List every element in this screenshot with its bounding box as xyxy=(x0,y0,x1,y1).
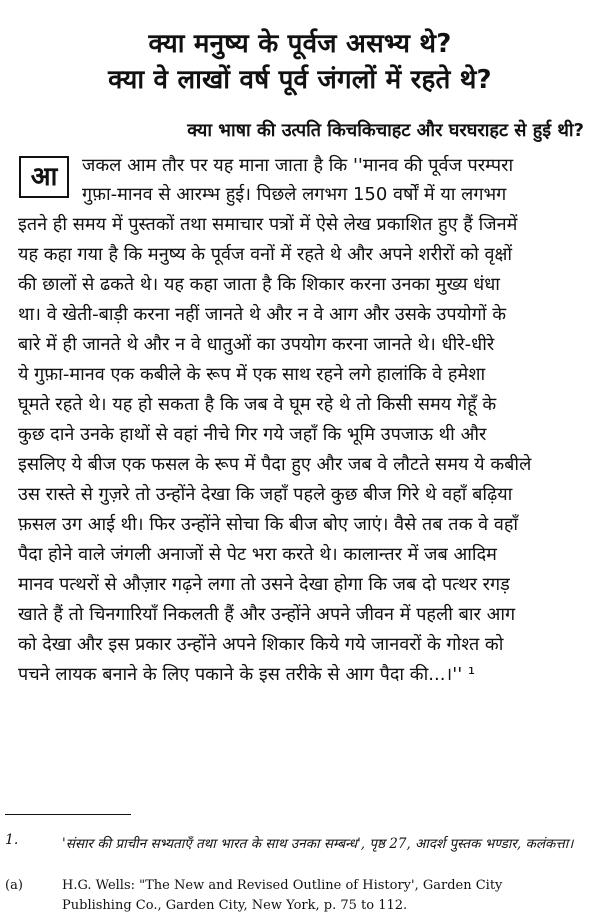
body-line: मानव पत्थरों से औज़ार गढ़ने लगा तो उसने देखा होगा कि जब दो पत्थर रगड़ xyxy=(18,574,510,595)
reference-line: Publishing Co., Garden City, New York, p. 75 to 112. xyxy=(62,898,408,913)
body-line: गुफ़ा-मानव से आरम्भ हुई। पिछले लगभग 150 वर्षों में या लगभग xyxy=(82,184,507,205)
body-line: ये गुफ़ा-मानव एक कबीले के रूप में एक साथ रहने लगे हालांकि वे हमेशा xyxy=(18,364,486,385)
chapter-title-line-1: क्या मनुष्य के पूर्वज असभ्य थे? xyxy=(148,29,452,59)
body-line: उस रास्ते से गुज़रे तो उन्होंने देखा कि जहाँ पहले कुछ बीज गिरे थे वहाँ बढ़िया xyxy=(18,484,513,505)
body-line: जकल आम तौर पर यह माना जाता है कि ''मानव की पूर्वज परम्परा xyxy=(82,155,514,176)
body-line: इतने ही समय में पुस्तकों तथा समाचार पत्रों में ऐसे लेख प्रकाशित हुए हैं जिनमें xyxy=(18,214,518,235)
footnote-text: 'संसार की प्राचीन सभ्यताएँ तथा भारत के साथ उनका सम्बन्ध', पृष्ठ 27, आदर्श पुस्तक भण्डार, कलंकत्ता। xyxy=(62,836,574,852)
body-line: यह कहा गया है कि मनुष्य के पूर्वज वनों में रहते थे और अपने शरीरों को वृक्षों xyxy=(18,244,513,265)
body-line: पैदा होने वाले जंगली अनाजों से पेट भरा करते थे। कालान्तर में जब आदिम xyxy=(18,544,497,565)
reference-line: H.G. Wells: "The New and Revised Outline of History', Garden City xyxy=(62,878,503,893)
body-line: बारे में ही जानते थे और न वे धातुओं का उपयोग करना जानते थे। धीरे-धीरे xyxy=(18,334,495,355)
body-line: की छालों से ढकते थे। यह कहा जाता है कि शिकार करना उनका मुख्य धंधा xyxy=(18,274,500,295)
body-line: कुछ दाने उनके हाथों से वहां नीचे गिर गये जहाँ कि भूमि उपजाऊ थी और xyxy=(18,424,487,445)
chapter-title-line-2: क्या वे लाखों वर्ष पूर्व जंगलों में रहते थे? xyxy=(108,65,492,95)
reference-label: (a) xyxy=(5,878,23,893)
body-line: फ़सल उग आई थी। फिर उन्होंने सोचा कि बीज बोए जाएं। वैसे तब तक वे वहाँ xyxy=(18,514,519,535)
body-line: था। वे खेती-बाड़ी करना नहीं जानते थे और न वे आग और उसके उपयोगों के xyxy=(18,304,507,325)
body-line: घूमते रहते थे। यह हो सकता है कि जब वे घूम रहे थे तो किसी समय गेहूँ के xyxy=(18,394,497,415)
drop-cap: आ xyxy=(19,156,69,198)
body-line: खाते हैं तो चिनगारियाँ निकलती हैं और उन्होंने अपने जीवन में पहली बार आग xyxy=(18,604,516,625)
reference-text xyxy=(62,876,582,916)
body-line: इसलिए ये बीज एक फसल के रूप में पैदा हुए और जब वे लौटते समय ये कबीले xyxy=(18,454,532,475)
chapter-subtitle: क्या भाषा की उत्पति किचकिचाहट और घरघराहट से हुई थी? xyxy=(187,120,584,141)
body-line: को देखा और इस प्रकार उन्होंने अपने शिकार किये गये जानवरों के गोश्त को xyxy=(18,634,504,655)
body-line: पचने लायक बनाने के लिए पकाने के इस तरीके से आग पैदा की...।'' ¹ xyxy=(18,664,476,685)
footnote-separator xyxy=(5,814,131,815)
footnote-number: 1. xyxy=(5,832,19,848)
